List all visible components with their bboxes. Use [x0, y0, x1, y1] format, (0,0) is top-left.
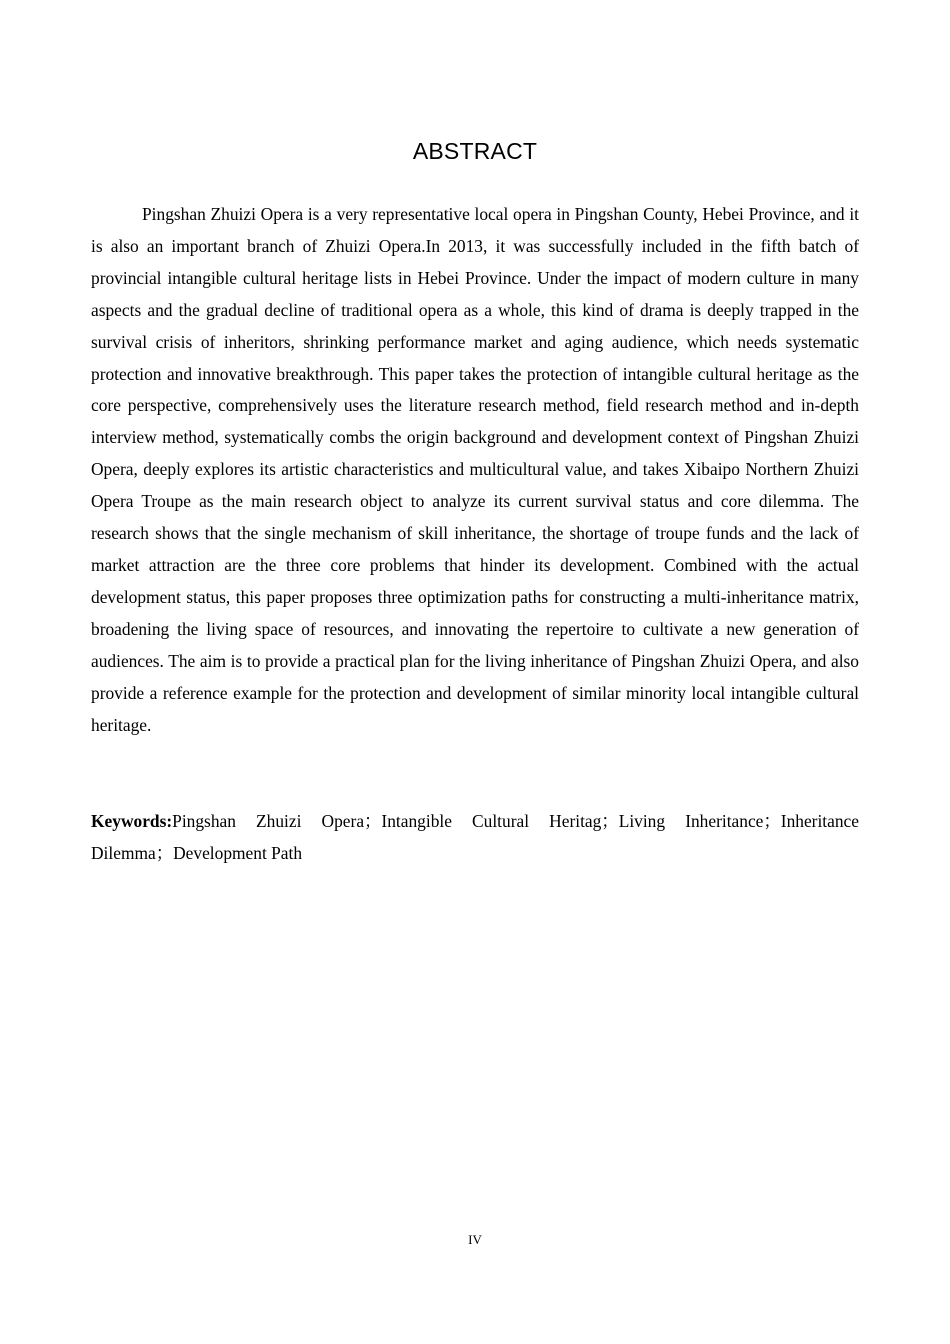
abstract-title: ABSTRACT: [412, 138, 538, 164]
abstract-paragraph: Pingshan Zhuizi Opera is a very representative local opera in Pingshan County, Hebei Province, and it is also an important branch of Zhuizi Opera.In 2013, it was successfully included in the fifth batch of provincial intangible cultural heritage lists in Hebei Province. Under the impact of modern culture in many aspects and the gradual decline of traditional opera as a whole, this kind of drama is deeply trapped in the survival crisis of inheritors, shrinking performance market and aging audience, which needs systematic protection and innovative breakthrough. This paper takes the protection of intangible cultural heritage as the core perspective, comprehensively uses the literature research method, field research method and in-depth interview method, systematically combs the origin background and development context of Pingshan Zhuizi Opera, deeply explores its artistic characteristics and multicultural value, and takes Xibaipo Northern Zhuizi Opera Troupe as the main research object to analyze its current survival status and core dilemma. The research shows that the single mechanism of skill inheritance, the shortage of troupe funds and the lack of market attraction are the three core problems that hinder its development. Combined with the actual development status, this paper proposes three optimization paths for constructing a multi-inheritance matrix, broadening the living space of resources, and innovating the repertoire to cultivate a new generation of audiences. The aim is to provide a practical plan for the living inheritance of Pingshan Zhuizi Opera, and also provide a reference example for the protection and development of similar minority local intangible cultural heritage.: [91, 204, 859, 735]
keywords-paragraph: [91, 806, 859, 870]
page-number: IV: [468, 1232, 482, 1247]
keywords-list: Pingshan Zhuizi Opera；Intangible Cultural Heritag；Living Inheritance；Inheritance Dilemma；Development Path: [91, 811, 859, 863]
keywords-label: Keywords:: [91, 811, 173, 831]
